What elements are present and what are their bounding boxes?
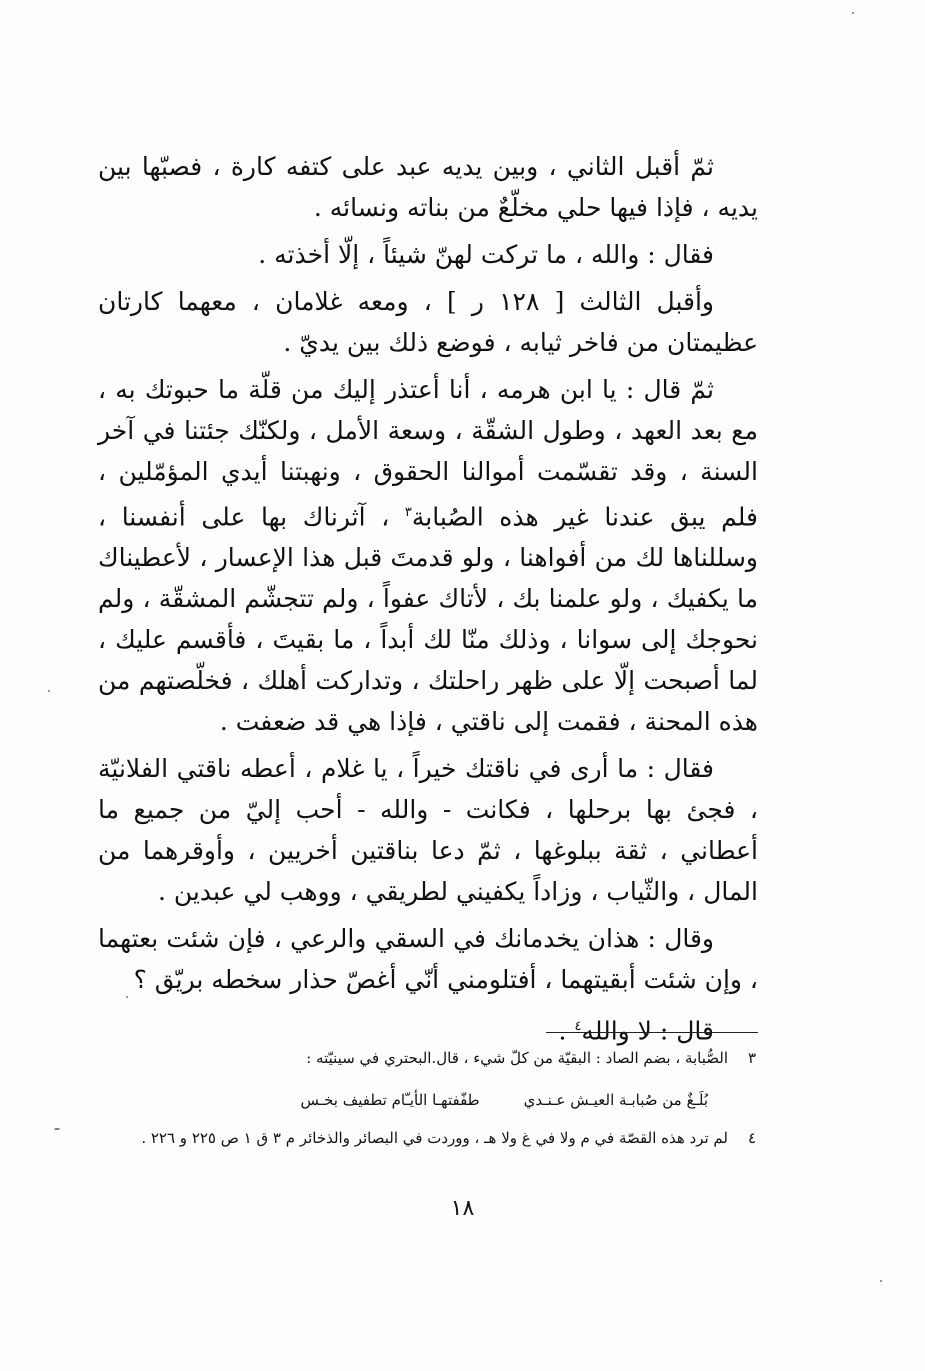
paragraph: فقال : ما أرى في ناقتك خيراً ، يا غلام ، أعطه ناقتي الفلانيّة ، فجئ بها برحلها ، فكانت - والله - أحب إليّ من جميع ما أعطاني ، ثقة ببلوغها ، ثمّ دعا بناقتين أخريين ، وأوقرهما من المال ، والثّياب ، وزاداً يكفيني لطريقي ، ووهب لي عبدين . bbox=[98, 754, 758, 907]
footnote-number: ٣ bbox=[747, 1049, 756, 1067]
paragraph: وأقبل الثالث [ ١٢٨ ر ] ، ومعه غلامان ، معهما كارتان عظيمتان من فاخر ثيابه ، فوضع ذلك بين يديّ . bbox=[98, 287, 758, 357]
verse-first-hemistich: بُلَـغٌ من صُبابـة العيـش عـنـدي bbox=[523, 1091, 708, 1109]
footnote-ref: ٤ bbox=[574, 1019, 582, 1035]
footnote-ref: ٣ bbox=[404, 505, 412, 520]
paragraph-with-note bbox=[98, 369, 758, 742]
paper-speck bbox=[852, 12, 854, 14]
main-text bbox=[98, 146, 758, 1058]
footnote-number: ٤ bbox=[747, 1129, 756, 1147]
footnote-verse bbox=[96, 1090, 708, 1110]
paragraph-part: قال : لا والله bbox=[581, 1016, 714, 1046]
verse-second-hemistich: طفّفتهـا الأيـّام تطفيف بخـس bbox=[300, 1091, 480, 1109]
footnotes bbox=[96, 1048, 758, 1148]
paragraph-part: ، آثرناك بها على أنفسنا ، وسللناها لك من أفواهنا ، ولو قدمتَ قبل هذا الإعسار ، لأعطيناك ما يكفيك ، ولو علمنا بك ، لأتاك عفواً ، ولم تتجشّم المشقّة ، ولم نحوجك إلى سوانا ، وذلك منّا لك أبداً ، ما بقيتَ ، فأقسم عليك ، لما أصبحت إلّا على ظهر راحلتك ، وتداركت أهلك ، فخلّصتهم من هذه المحنة ، فقمت إلى ناقتي ، فإذا هي قد ضعفت . bbox=[98, 502, 758, 737]
closing-line bbox=[98, 1006, 758, 1051]
footnote-text: الصُّبابة ، بضم الصاد : البقيّة من كلّ شيء ، قال.البحتري في سينيّته : bbox=[306, 1049, 728, 1067]
paper-speck bbox=[48, 690, 50, 692]
page-number: ١٨ bbox=[450, 1196, 475, 1221]
footnote-divider bbox=[546, 1032, 758, 1033]
paragraph-part: . bbox=[558, 1016, 567, 1046]
paper-speck bbox=[880, 1280, 882, 1282]
paragraph: ثمّ أقبل الثاني ، وبين يديه عبد على كتفه كارة ، فصبّها بين يديه ، فإذا فيها حلي مخلّعٌ من بناته ونسائه . bbox=[98, 152, 758, 222]
paragraph-part: ثمّ قال : يا ابن هرمه ، أنا أعتذر إليك من قلّة ما حبوتك به ، مع بعد العهد ، وطول الشقّة ، وسعة الأمل ، ولكنّك جئتنا في آخر السنة ، وقد تقسّمت أموالنا الحقوق ، ونهبتنا أيدي المؤمّلين ، فلم يبق عندنا غير هذه الصُبابة bbox=[98, 375, 758, 532]
footnote-4 bbox=[96, 1128, 758, 1148]
paper-speck bbox=[54, 1128, 60, 1130]
footnote-3 bbox=[96, 1048, 758, 1068]
footnote-text: لم ترد هذه القصّة في م ولا في غ ولا هـ ، ووردت في البصائر والذخائر م ٣ ق ١ ص ٢٢٥ و ٢٢٦ . bbox=[141, 1129, 728, 1147]
paragraph: فقال : والله ، ما تركت لهنّ شيئاً ، إلّا أخذته . bbox=[258, 240, 714, 269]
paragraph: وقال : هذان يخدمانك في السقي والرعي ، فإن شئت بعتهما ، وإن شئت أبقيتهما ، أفتلومني أنّي أغصّ حذار سخطه بريّق ؟ bbox=[98, 924, 758, 995]
